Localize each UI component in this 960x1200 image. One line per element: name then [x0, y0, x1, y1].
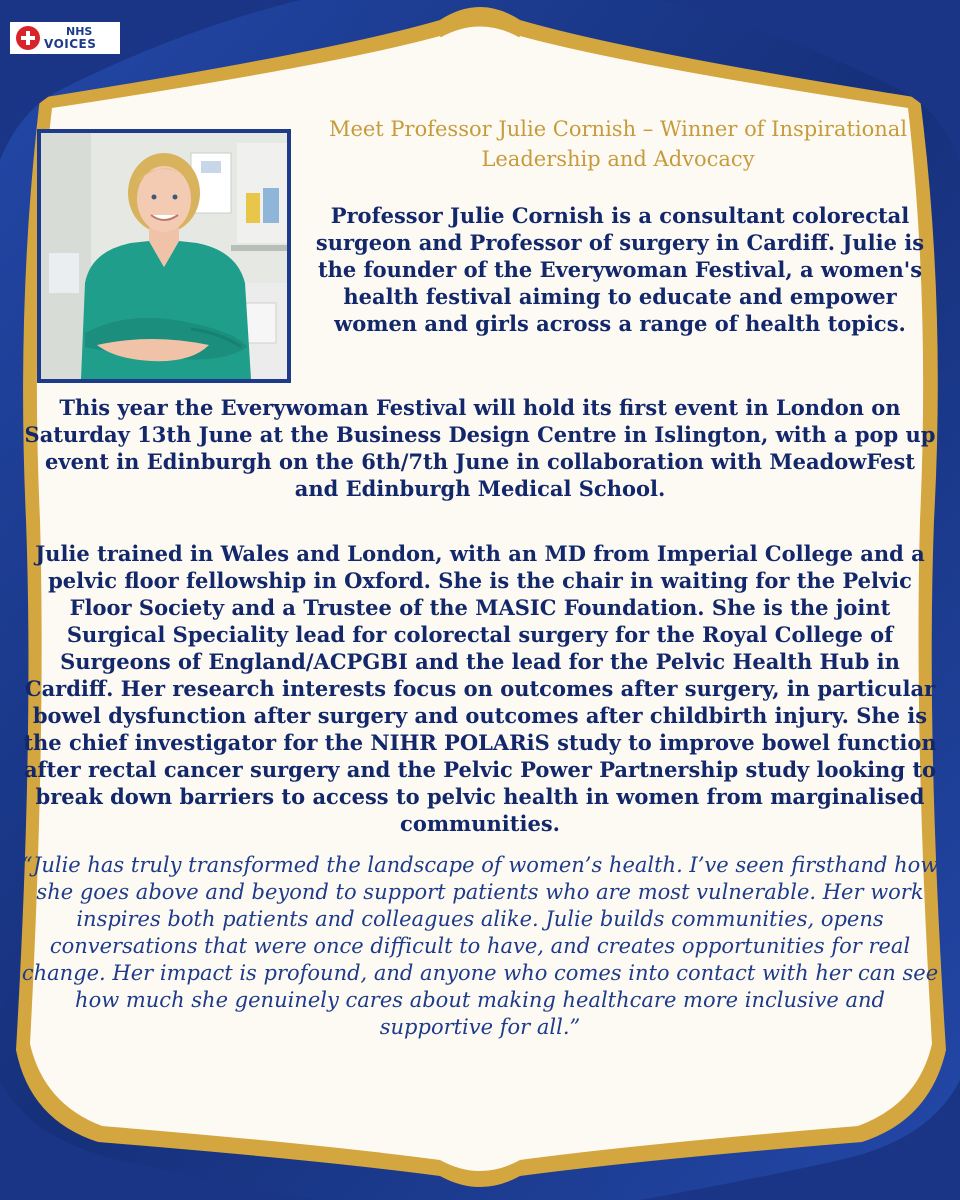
medical-cross-icon: [16, 26, 40, 50]
page-title: Meet Professor Julie Cornish – Winner of Inspirational Leadership and Advocacy: [328, 117, 908, 171]
logo-line-nhs: NHS: [66, 25, 93, 38]
bio-paragraph: Julie trained in Wales and London, with an MD from Imperial College and a pelvic floor fellowship in Oxford. She is the chair in waiting for the Pelvic Floor Society and a Trustee of the MASIC Foundation. She is the joint Surgical Speciality lead for colorectal surgery for the Royal College of Surgeons of England/ACPGBI and the lead for the Pelvic Health Hub in Cardiff. Her research interests focus on outcomes after surgery, in particular bowel dysfunction after surgery and outcomes after childbirth injury. She is the chief investigator for the NIHR POLARiS study to improve bowel function after rectal cancer surgery and the Pelvic Power Partnership study looking to break down barriers to access to pelvic health in women from marginalised communities.: [23, 541, 937, 836]
testimonial-quote: “Julie has truly transformed the landscape of women’s health. I’ve seen firsthand how she goes above and beyond to support patients who are most vulnerable. Her work inspires both patients and colleagues alike. Julie builds communities, opens conversations that were once difficult to have, and creates opportunities for real change. Her impact is profound, and anyone who comes into contact with her can see how much she genuinely cares about making healthcare more inclusive and supportive for all.”: [21, 853, 939, 1039]
event-paragraph: This year the Everywoman Festival will hold its first event in London on Saturday 13th June at the Business Design Centre in Islington, with a pop up event in Edinburgh on the 6th/7th June in collaboration with MeadowFest and Edinburgh Medical School.: [24, 395, 936, 501]
nhs-voices-logo: [10, 22, 120, 54]
intro-paragraph: Professor Julie Cornish is a consultant colorectal surgeon and Professor of surgery in Cardiff. Julie is the founder of the Everywoman Festival, a women's health festival aiming to educate and empower women and girls across a range of health topics.: [315, 203, 925, 336]
logo-line-voices: VOICES: [44, 37, 97, 51]
portrait-illustration: [41, 133, 287, 379]
portrait-photo: [37, 129, 291, 383]
